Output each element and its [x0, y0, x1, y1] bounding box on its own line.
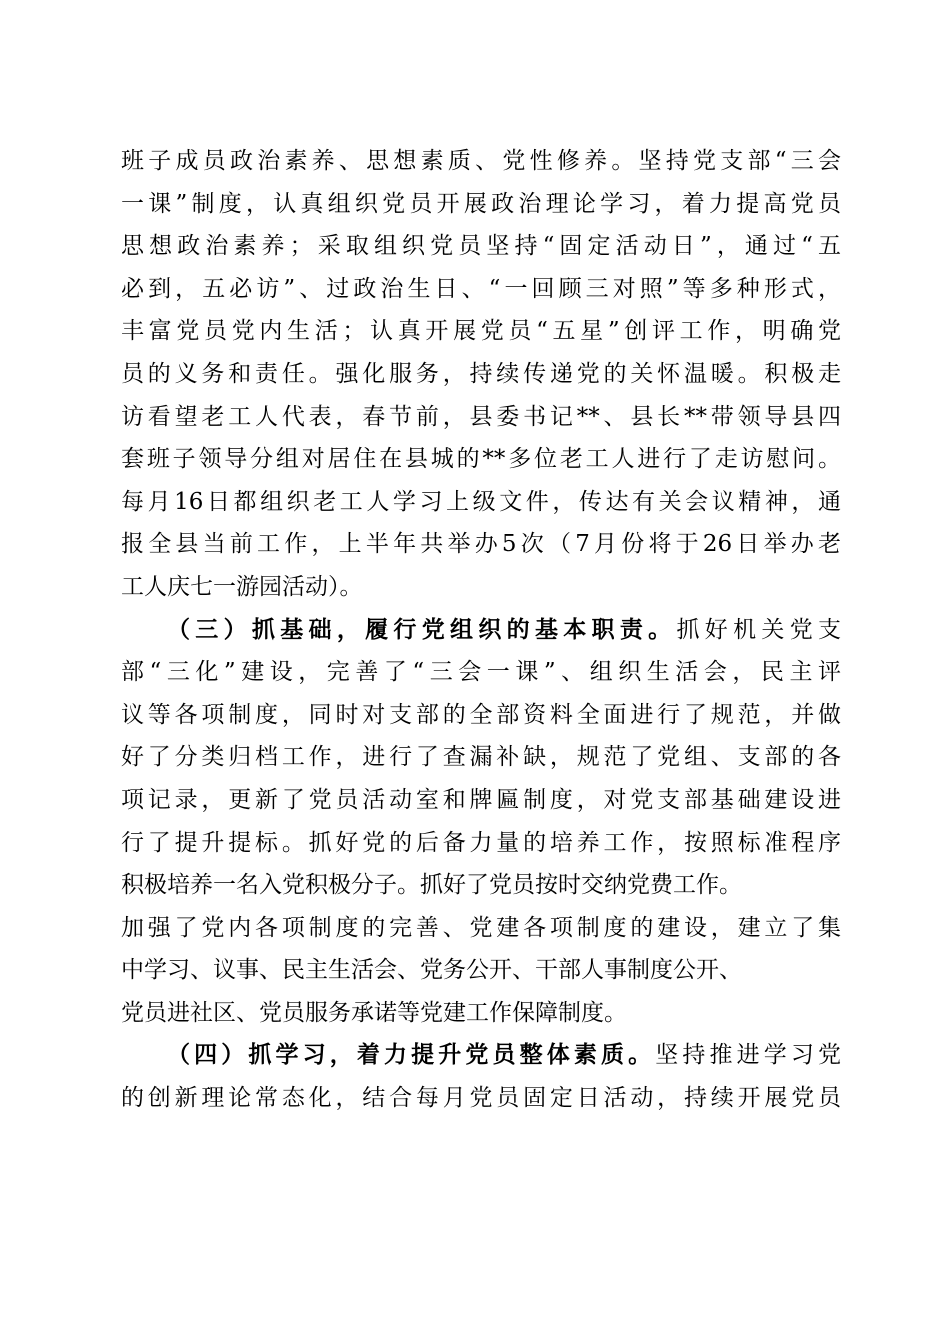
text-line: 思想政治素养；采取组织党员坚持“固定活动日”，通过“五	[121, 233, 841, 260]
text-line: 加强了党内各项制度的完善、党建各项制度的建设，建立了集	[121, 914, 841, 941]
text-line: 每月16日都组织老工人学习上级文件，传达有关会议精神，通	[121, 488, 841, 515]
text-line: 好了分类归档工作，进行了查漏补缺，规范了党组、支部的各	[121, 744, 841, 771]
document-body	[121, 140, 841, 1120]
text-line: 党员进社区、党员服务承诺等党建工作保障制度。	[121, 999, 627, 1026]
section-3-heading: （三）抓基础，履行党组织的基本职责。	[167, 615, 677, 643]
text-line: 工人庆七一游园活动）。	[121, 573, 363, 600]
text-line: 报全县当前工作，上半年共举办5次（7月份将于26日举办老	[121, 531, 841, 558]
text-line: 必到，五必访”、过政治生日、“一回顾三对照”等多种形式，	[121, 275, 841, 302]
section-4-heading: （四）抓学习，着力提升党员整体素质。	[167, 1041, 656, 1069]
text-line: 议等各项制度，同时对支部的全部资料全面进行了规范，并做	[121, 701, 841, 728]
text-line: 的创新理论常态化，结合每月党员固定日活动，持续开展党员	[121, 1085, 841, 1112]
section-4-first-line	[121, 1034, 841, 1077]
text-line: 访看望老工人代表，春节前，县委书记**、县长**带领导县四	[121, 403, 841, 430]
text-line: 积极培养一名入党积极分子。抓好了党员按时交纳党费工作。	[121, 872, 742, 899]
text-line: 行了提升提标。抓好党的后备力量的培养工作，按照标准程序	[121, 829, 841, 856]
section-3-first-line	[121, 609, 841, 652]
text-line: 项记录，更新了党员活动室和牌匾制度，对党支部基础建设进	[121, 786, 841, 813]
section-4-first-line-text: 坚持推进学习党	[655, 1042, 841, 1069]
text-line: 员的义务和责任。强化服务，持续传递党的关怀温暖。积极走	[121, 360, 841, 387]
text-line: 丰富党员党内生活；认真开展党员“五星”创评工作，明确党	[121, 318, 841, 345]
text-line: 班子成员政治素养、思想素质、党性修养。坚持党支部“三会	[121, 148, 841, 174]
text-line: 中学习、议事、民主生活会、党务公开、干部人事制度公开、	[121, 957, 742, 984]
text-line: 一课”制度，认真组织党员开展政治理论学习，着力提高党员	[121, 190, 841, 217]
text-line: 套班子领导分组对居住在县城的**多位老工人进行了走访慰问。	[121, 446, 841, 473]
text-line: 部“三化”建设，完善了“三会一课”、组织生活会，民主评	[121, 659, 841, 686]
section-3-first-line-text: 抓好机关党支	[676, 616, 842, 643]
